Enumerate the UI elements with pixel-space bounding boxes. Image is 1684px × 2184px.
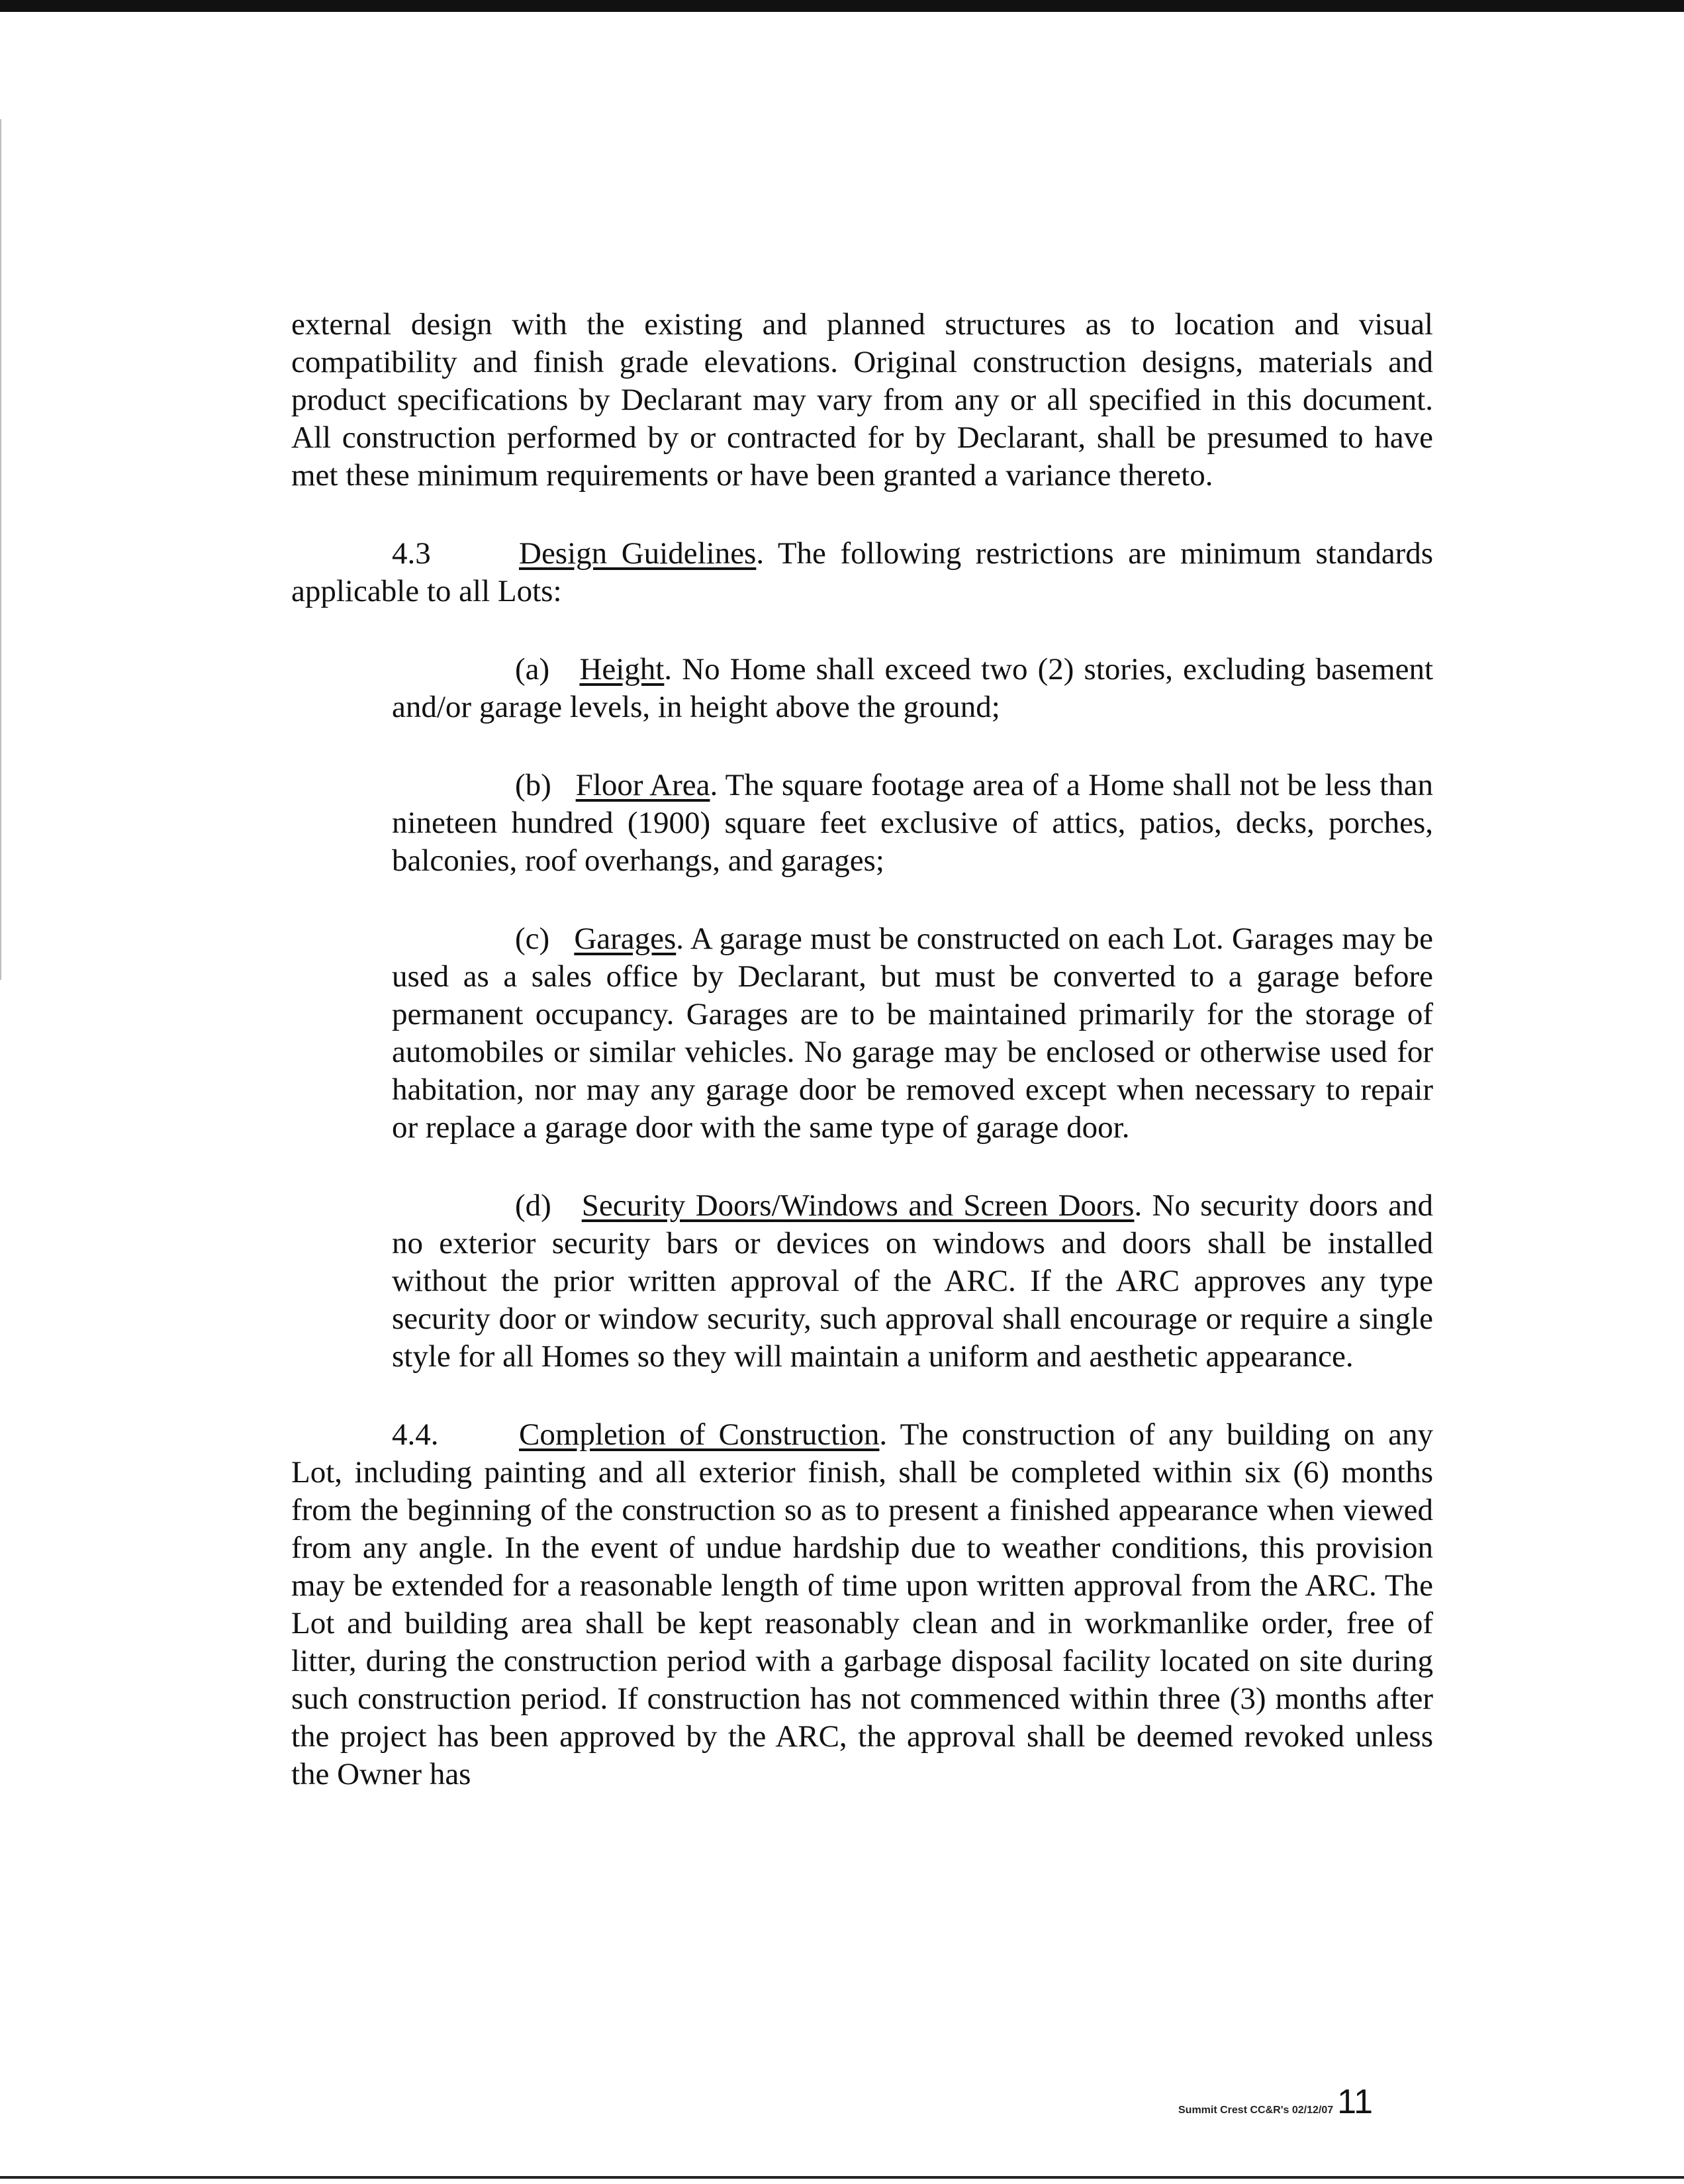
section-4-4-text: . The construction of any building on any Lot, including painting and all exterior finish, shall be completed within six (6) months from the beginning of the construction so as to present a finished appearance when viewed from any angle. In the event of undue hardship due to weather conditions, this provision may be extended for a reasonable length of time upon written approval from the ARC. The Lot and building area shall be kept reasonably clean and in workmanlike order, free of litter, during the construction period with a garbage disposal facility located on site during such construction period. If construction has not commenced within three (3) months after the project has been approved by the ARC, the approval shall be deemed revoked unless the Owner has [291, 1417, 1434, 1791]
item-d [392, 1187, 1433, 1376]
section-4-4 [291, 1416, 1433, 1793]
item-c-label: (c) [515, 922, 550, 956]
scan-top-border [0, 0, 1684, 12]
item-d-label: (d) [515, 1188, 551, 1223]
scan-bottom-border [0, 2176, 1684, 2179]
item-c-text: . A garage must be constructed on each Lot. Garages may be used as a sales office by Declarant, but must be converted to a garage before permanent occupancy. Garages are to be maintained primarily for the storage of automobiles or similar vehicles. No garage may be enclosed or otherwise used for habitation, nor may any garage door be removed except when necessary to repair or replace a garage door with the same type of garage door. [392, 922, 1434, 1145]
item-b [392, 767, 1433, 880]
item-b-heading: Floor Area [575, 768, 710, 802]
section-4-4-number: 4.4. [392, 1417, 439, 1452]
document-page [291, 306, 1433, 1793]
item-c [392, 920, 1433, 1147]
section-4-3 [291, 535, 1433, 610]
item-a-heading: Height [579, 652, 665, 687]
footer-document-label: Summit Crest CC&R's 02/12/07 [1178, 2105, 1334, 2116]
item-d-heading: Security Doors/Windows and Screen Doors [581, 1188, 1135, 1223]
scan-left-edge [0, 119, 1, 980]
section-4-3-heading: Design Guidelines [519, 536, 757, 571]
page-number: 11 [1337, 2083, 1374, 2121]
item-a-label: (a) [515, 652, 550, 687]
item-a-text: . No Home shall exceed two (2) stories, excluding basement and/or garage levels, in height above the ground; [392, 652, 1433, 724]
section-4-3-text: . The following restrictions are minimum standards applicable to all Lots: [291, 536, 1434, 608]
item-c-heading: Garages [574, 922, 677, 956]
page-footer [1178, 2082, 1373, 2122]
section-4-3-number: 4.3 [392, 536, 431, 571]
intro-paragraph: external design with the existing and planned structures as to location and visual compatibility and finish grade elevations. Original construction designs, materials and product specifications by Declarant may vary from any or all specified in this document. All construction performed by or contracted for by Declarant, shall be presumed to have met these minimum requirements or have been granted a variance thereto. [291, 307, 1433, 493]
item-a [392, 651, 1433, 726]
item-d-text: . No security doors and no exterior security bars or devices on windows and doors shall be installed without the prior written approval of the ARC. If the ARC approves any type security door or window security, such approval shall encourage or require a single style for all Homes so they will maintain a uniform and aesthetic appearance. [392, 1188, 1433, 1374]
section-4-4-heading: Completion of Construction [519, 1417, 880, 1452]
item-b-label: (b) [515, 768, 551, 802]
item-b-text: . The square footage area of a Home shall not be less than nineteen hundred (1900) square feet exclusive of attics, patios, decks, porches, balconies, roof overhangs, and garages; [392, 768, 1433, 878]
